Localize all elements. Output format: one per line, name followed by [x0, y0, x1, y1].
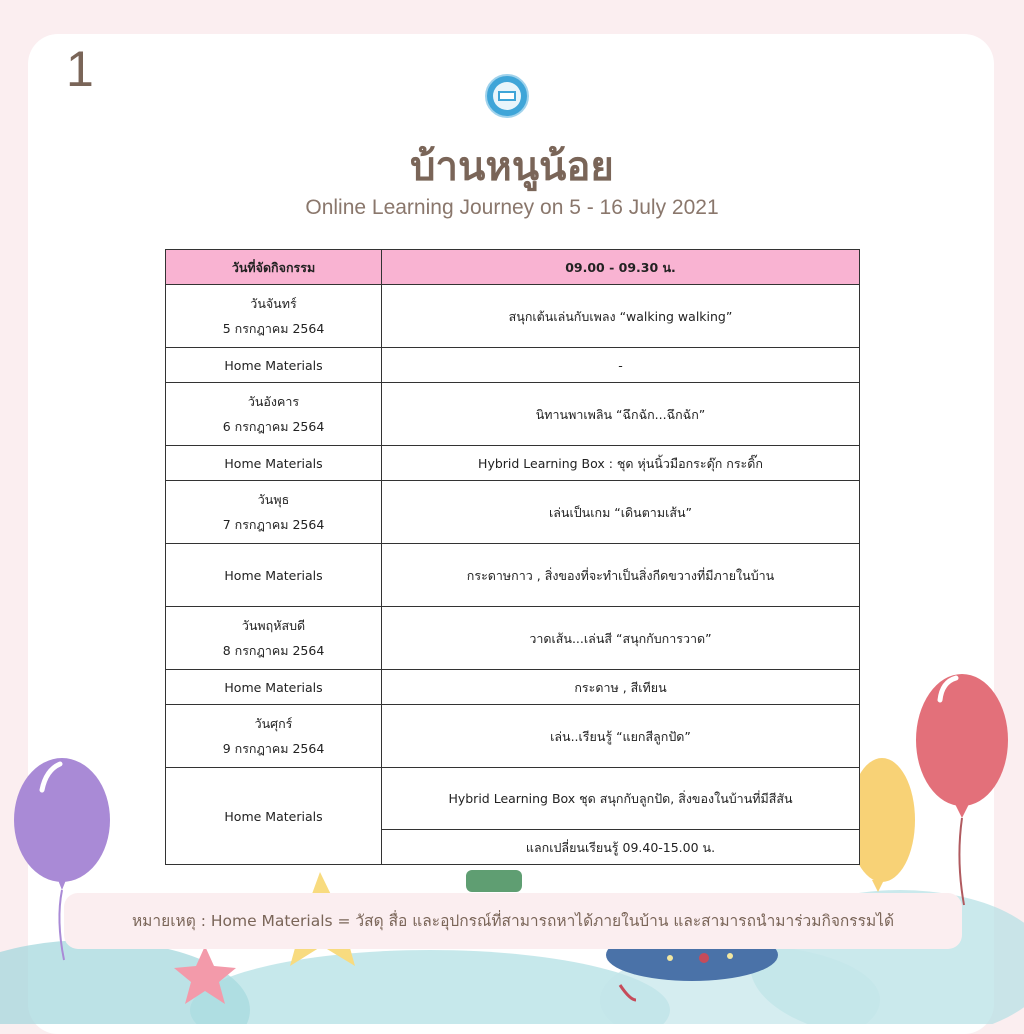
- day-date: 7 กรกฎาคม 2564: [222, 517, 325, 532]
- day-cell: [166, 705, 382, 768]
- header-date: วันที่จัดกิจกรรม: [166, 250, 382, 285]
- table-row: [166, 670, 860, 705]
- header-time: 09.00 - 09.30 น.: [382, 250, 860, 285]
- table-row: [166, 481, 860, 544]
- day-date: 8 กรกฎาคม 2564: [222, 643, 325, 658]
- table-row: [166, 705, 860, 768]
- activity-cell: นิทานพาเพลิน “ฉึกฉัก...ฉึกฉัก”: [382, 383, 860, 446]
- materials-value: กระดาษกาว , สิ่งของที่จะทำเป็นสิ่งกีดขวางที่มีภายในบ้าน: [382, 544, 860, 607]
- page-number: 1: [66, 41, 94, 97]
- materials-value: แลกเปลี่ยนเรียนรู้ 09.40-15.00 น.: [382, 830, 860, 865]
- day-name: วันพฤหัสบดี: [241, 618, 306, 633]
- day-name: วันศุกร์: [254, 716, 293, 731]
- note-text: หมายเหตุ : Home Materials = วัสดุ สื่อ และอุปกรณ์ที่สามารถหาได้ภายในบ้าน และสามารถนำมาร่วมกิจกรรมได้: [131, 912, 895, 930]
- materials-label: Home Materials: [166, 446, 382, 481]
- page-subtitle: Online Learning Journey on 5 - 16 July 2021: [305, 196, 719, 219]
- materials-label: Home Materials: [166, 544, 382, 607]
- table-row: [166, 383, 860, 446]
- materials-label: Home Materials: [166, 768, 382, 865]
- schedule-table: [165, 249, 860, 865]
- day-cell: [166, 383, 382, 446]
- note-box: [64, 893, 962, 949]
- table-row: [166, 768, 860, 830]
- red-balloon-icon: [916, 674, 1008, 905]
- green-plant-icon: [466, 870, 522, 892]
- table-row: [166, 446, 860, 481]
- day-cell: [166, 481, 382, 544]
- table-row: [166, 544, 860, 607]
- activity-cell: เล่นเป็นเกม “เดินตามเส้น”: [382, 481, 860, 544]
- materials-value: Hybrid Learning Box ชุด สนุกกับลูกปัด, สิ่งของในบ้านที่มีสีสัน: [382, 768, 860, 830]
- day-date: 6 กรกฎาคม 2564: [222, 419, 325, 434]
- table-header-row: [166, 250, 860, 285]
- day-name: วันพุธ: [257, 492, 290, 507]
- day-date: 5 กรกฎาคม 2564: [222, 321, 325, 336]
- activity-cell: สนุกเต้นเล่นกับเพลง “walking walking”: [382, 285, 860, 348]
- day-cell: [166, 607, 382, 670]
- materials-value: Hybrid Learning Box : ชุด หุ่นนิ้วมือกระดุ๊ก กระดิ๊ก: [382, 446, 860, 481]
- day-date: 9 กรกฎาคม 2564: [222, 741, 325, 756]
- day-name: วันจันทร์: [250, 296, 297, 311]
- materials-label: Home Materials: [166, 670, 382, 705]
- page-title: บ้านหนูน้อย: [410, 144, 614, 190]
- table-row: [166, 607, 860, 670]
- table-row: [166, 348, 860, 383]
- activity-cell: วาดเส้น...เล่นสี “สนุกกับการวาด”: [382, 607, 860, 670]
- activity-cell: เล่น..เรียนรู้ “แยกสีลูกปัด”: [382, 705, 860, 768]
- materials-value: กระดาษ , สีเทียน: [382, 670, 860, 705]
- day-name: วันอังคาร: [247, 394, 300, 409]
- materials-value: -: [382, 348, 860, 383]
- day-cell: [166, 285, 382, 348]
- materials-label: Home Materials: [166, 348, 382, 383]
- blue-cloud-mid: [190, 950, 670, 1024]
- table-row: [166, 285, 860, 348]
